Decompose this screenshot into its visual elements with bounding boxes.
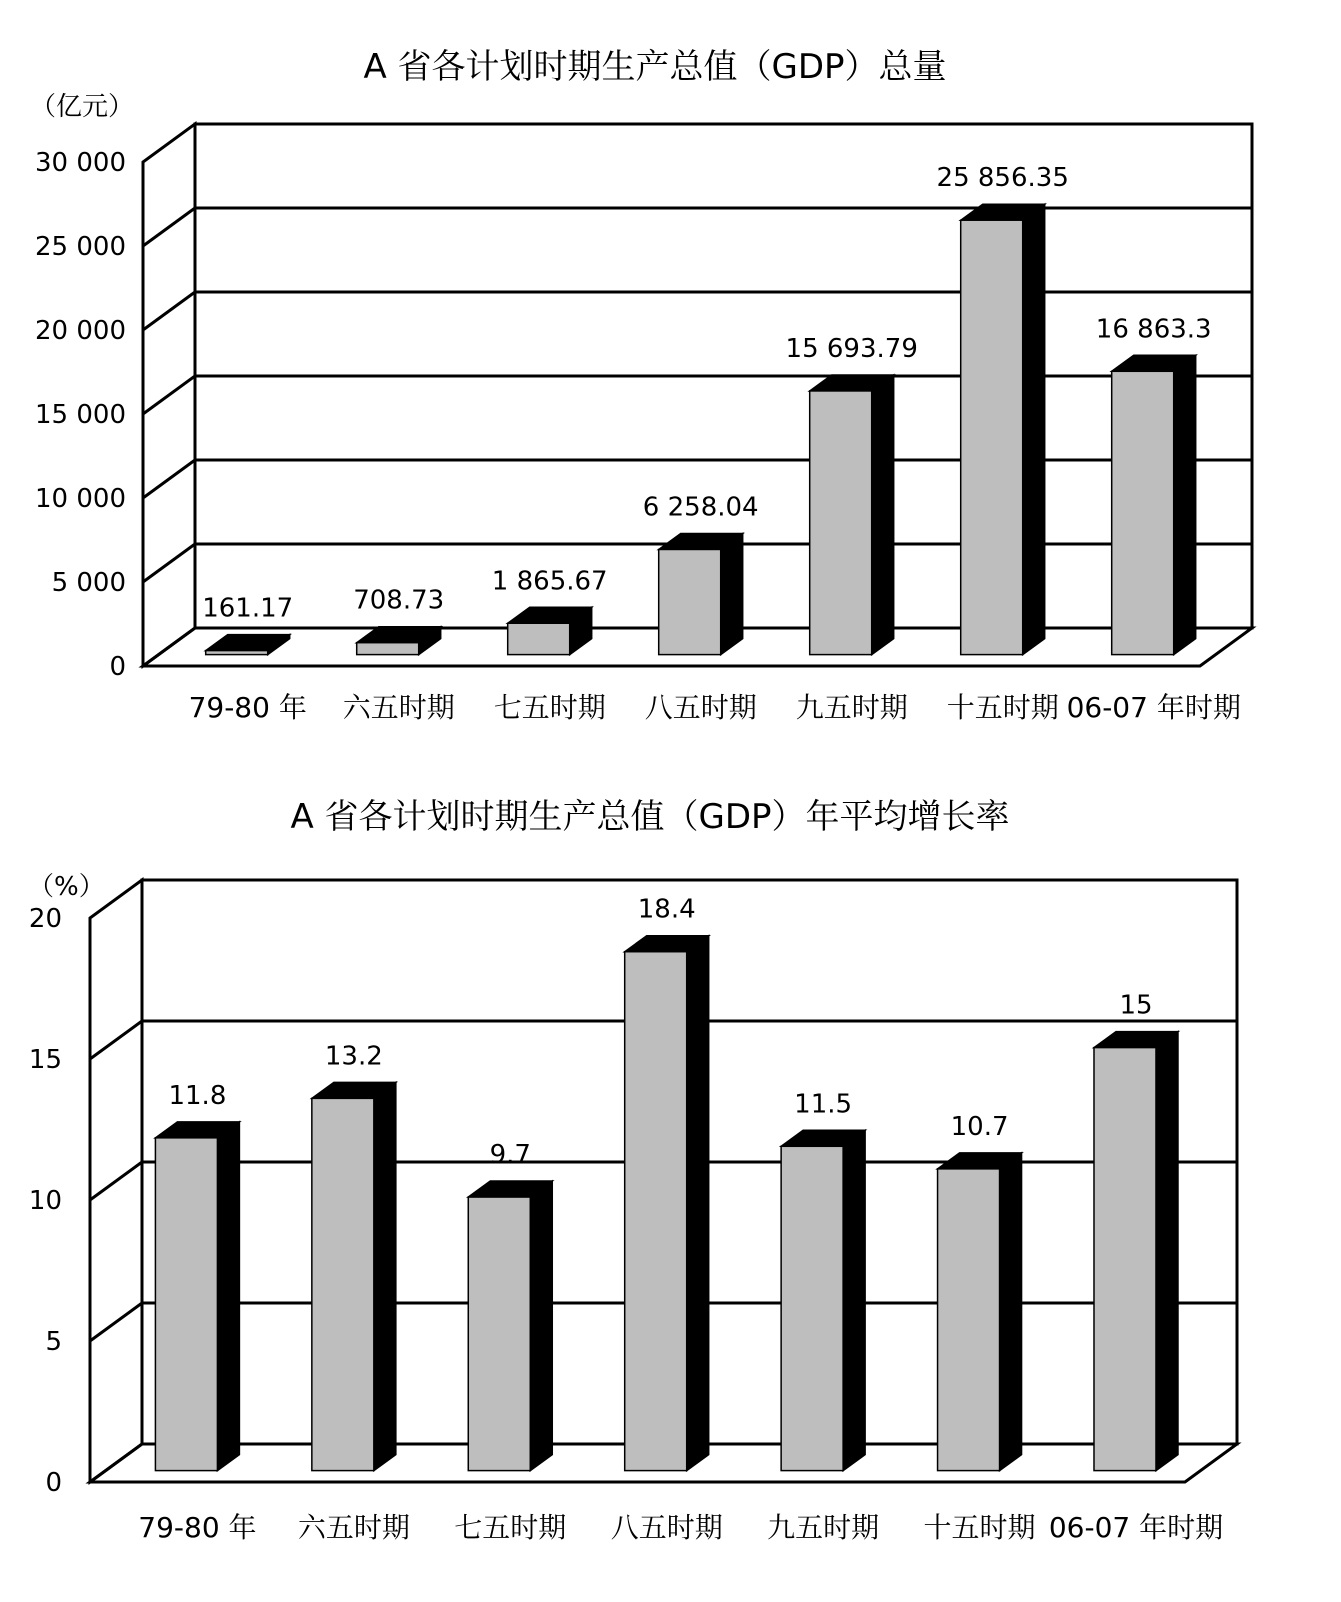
chart1-ytick-label: 0	[109, 652, 126, 682]
chart2-bar	[625, 952, 687, 1471]
chart1-data-label: 161.17	[202, 593, 294, 624]
chart1-bar	[659, 549, 721, 654]
chart1-ytick-label: 15 000	[35, 400, 126, 430]
chart2-ytick-label: 0	[45, 1468, 62, 1498]
chart2-bar-side	[1156, 1032, 1178, 1471]
chart2-data-label: 15	[1119, 990, 1153, 1021]
chart2-data-label: 9.7	[489, 1140, 531, 1171]
chart2-category-label: 06-07 年时期	[1048, 1511, 1224, 1544]
chart1-data-label: 1 865.67	[491, 566, 608, 597]
chart2-gridline-side	[90, 1303, 142, 1341]
chart2-ytick-label: 10	[28, 1186, 62, 1216]
chart2-category-label: 九五时期	[767, 1511, 880, 1544]
chart2-bar-side	[217, 1122, 239, 1471]
chart2-data-label: 11.5	[794, 1089, 853, 1120]
chart1-data-label: 15 693.79	[785, 333, 918, 364]
chart2-bar-side	[374, 1082, 396, 1470]
chart2-category-label: 六五时期	[297, 1511, 410, 1544]
chart2-bar	[155, 1138, 217, 1471]
chart2-gridline-side	[90, 1021, 142, 1059]
chart2-ytick-label: 5	[45, 1327, 62, 1357]
chart1-gridline-side	[143, 208, 195, 246]
chart1-bar	[508, 623, 570, 654]
chart1-bar	[1112, 371, 1174, 654]
chart1-ytick-label: 10 000	[35, 484, 126, 514]
chart1-bar-side	[1174, 355, 1196, 654]
chart1-bar-side	[1023, 204, 1045, 654]
chart1-category-label: 06-07 年时期	[1066, 691, 1241, 724]
chart2-bar-side	[687, 936, 709, 1471]
chart1-bar-side	[721, 533, 743, 654]
chart1-category-label: 八五时期	[644, 691, 757, 724]
chart1-bar	[206, 651, 268, 655]
chart1-ytick-label: 25 000	[35, 232, 126, 262]
chart2-bar	[938, 1169, 1000, 1471]
chart1-unit-label: （亿元）	[30, 92, 135, 122]
chart1-ytick-label: 30 000	[35, 148, 126, 178]
chart2-category-label: 八五时期	[610, 1511, 723, 1544]
chart1-category-label: 九五时期	[795, 691, 908, 724]
chart2-unit-label: （%）	[28, 872, 105, 902]
chart2-bar-side	[843, 1130, 865, 1470]
chart1-category-label: 六五时期	[342, 691, 455, 724]
chart1-bar	[810, 391, 872, 655]
chart1-bar	[961, 220, 1023, 654]
chart1-ytick-label: 5 000	[51, 568, 126, 598]
chart2-bar-side	[1000, 1153, 1022, 1471]
chart2-data-label: 10.7	[950, 1111, 1009, 1142]
chart2-category-label: 七五时期	[454, 1511, 567, 1544]
chart1-gridline-side	[143, 544, 195, 582]
gdp-total-chart	[30, 47, 1252, 724]
gdp-growth-chart	[28, 797, 1237, 1544]
chart1-data-label: 16 863.3	[1095, 314, 1212, 345]
chart1-category-label: 79-80 年	[188, 691, 307, 724]
chart2-data-label: 13.2	[324, 1041, 383, 1072]
chart2-data-label: 18.4	[637, 894, 696, 925]
chart2-bar-side	[530, 1181, 552, 1471]
chart1-category-label: 十五时期	[946, 691, 1059, 724]
chart1-data-label: 708.73	[353, 585, 445, 616]
chart2-data-label: 11.8	[168, 1080, 227, 1111]
chart1-data-label: 6 258.04	[642, 492, 759, 523]
chart1-category-label: 七五时期	[493, 691, 606, 724]
chart1-bar-side	[872, 375, 894, 655]
chart2-ytick-label: 15	[28, 1045, 62, 1075]
chart1-gridline-side	[143, 292, 195, 330]
chart1-title: A 省各计划时期生产总值（GDP）总量	[363, 47, 947, 87]
chart2-bar	[468, 1197, 530, 1471]
chart1-gridline-side	[143, 460, 195, 498]
chart1-bar	[357, 643, 419, 655]
chart2-bar	[1094, 1048, 1156, 1471]
chart1-ytick-label: 20 000	[35, 316, 126, 346]
chart2-category-label: 十五时期	[923, 1511, 1036, 1544]
chart2-gridline-side	[90, 1162, 142, 1200]
chart2-ytick-label: 20	[28, 904, 62, 934]
chart2-category-label: 79-80 年	[138, 1511, 257, 1544]
chart1-data-label: 25 856.35	[936, 163, 1069, 194]
chart1-gridline-side	[143, 376, 195, 414]
chart2-bar	[312, 1098, 374, 1470]
chart2-title: A 省各计划时期生产总值（GDP）年平均增长率	[290, 797, 1010, 837]
chart2-bar	[781, 1146, 843, 1470]
